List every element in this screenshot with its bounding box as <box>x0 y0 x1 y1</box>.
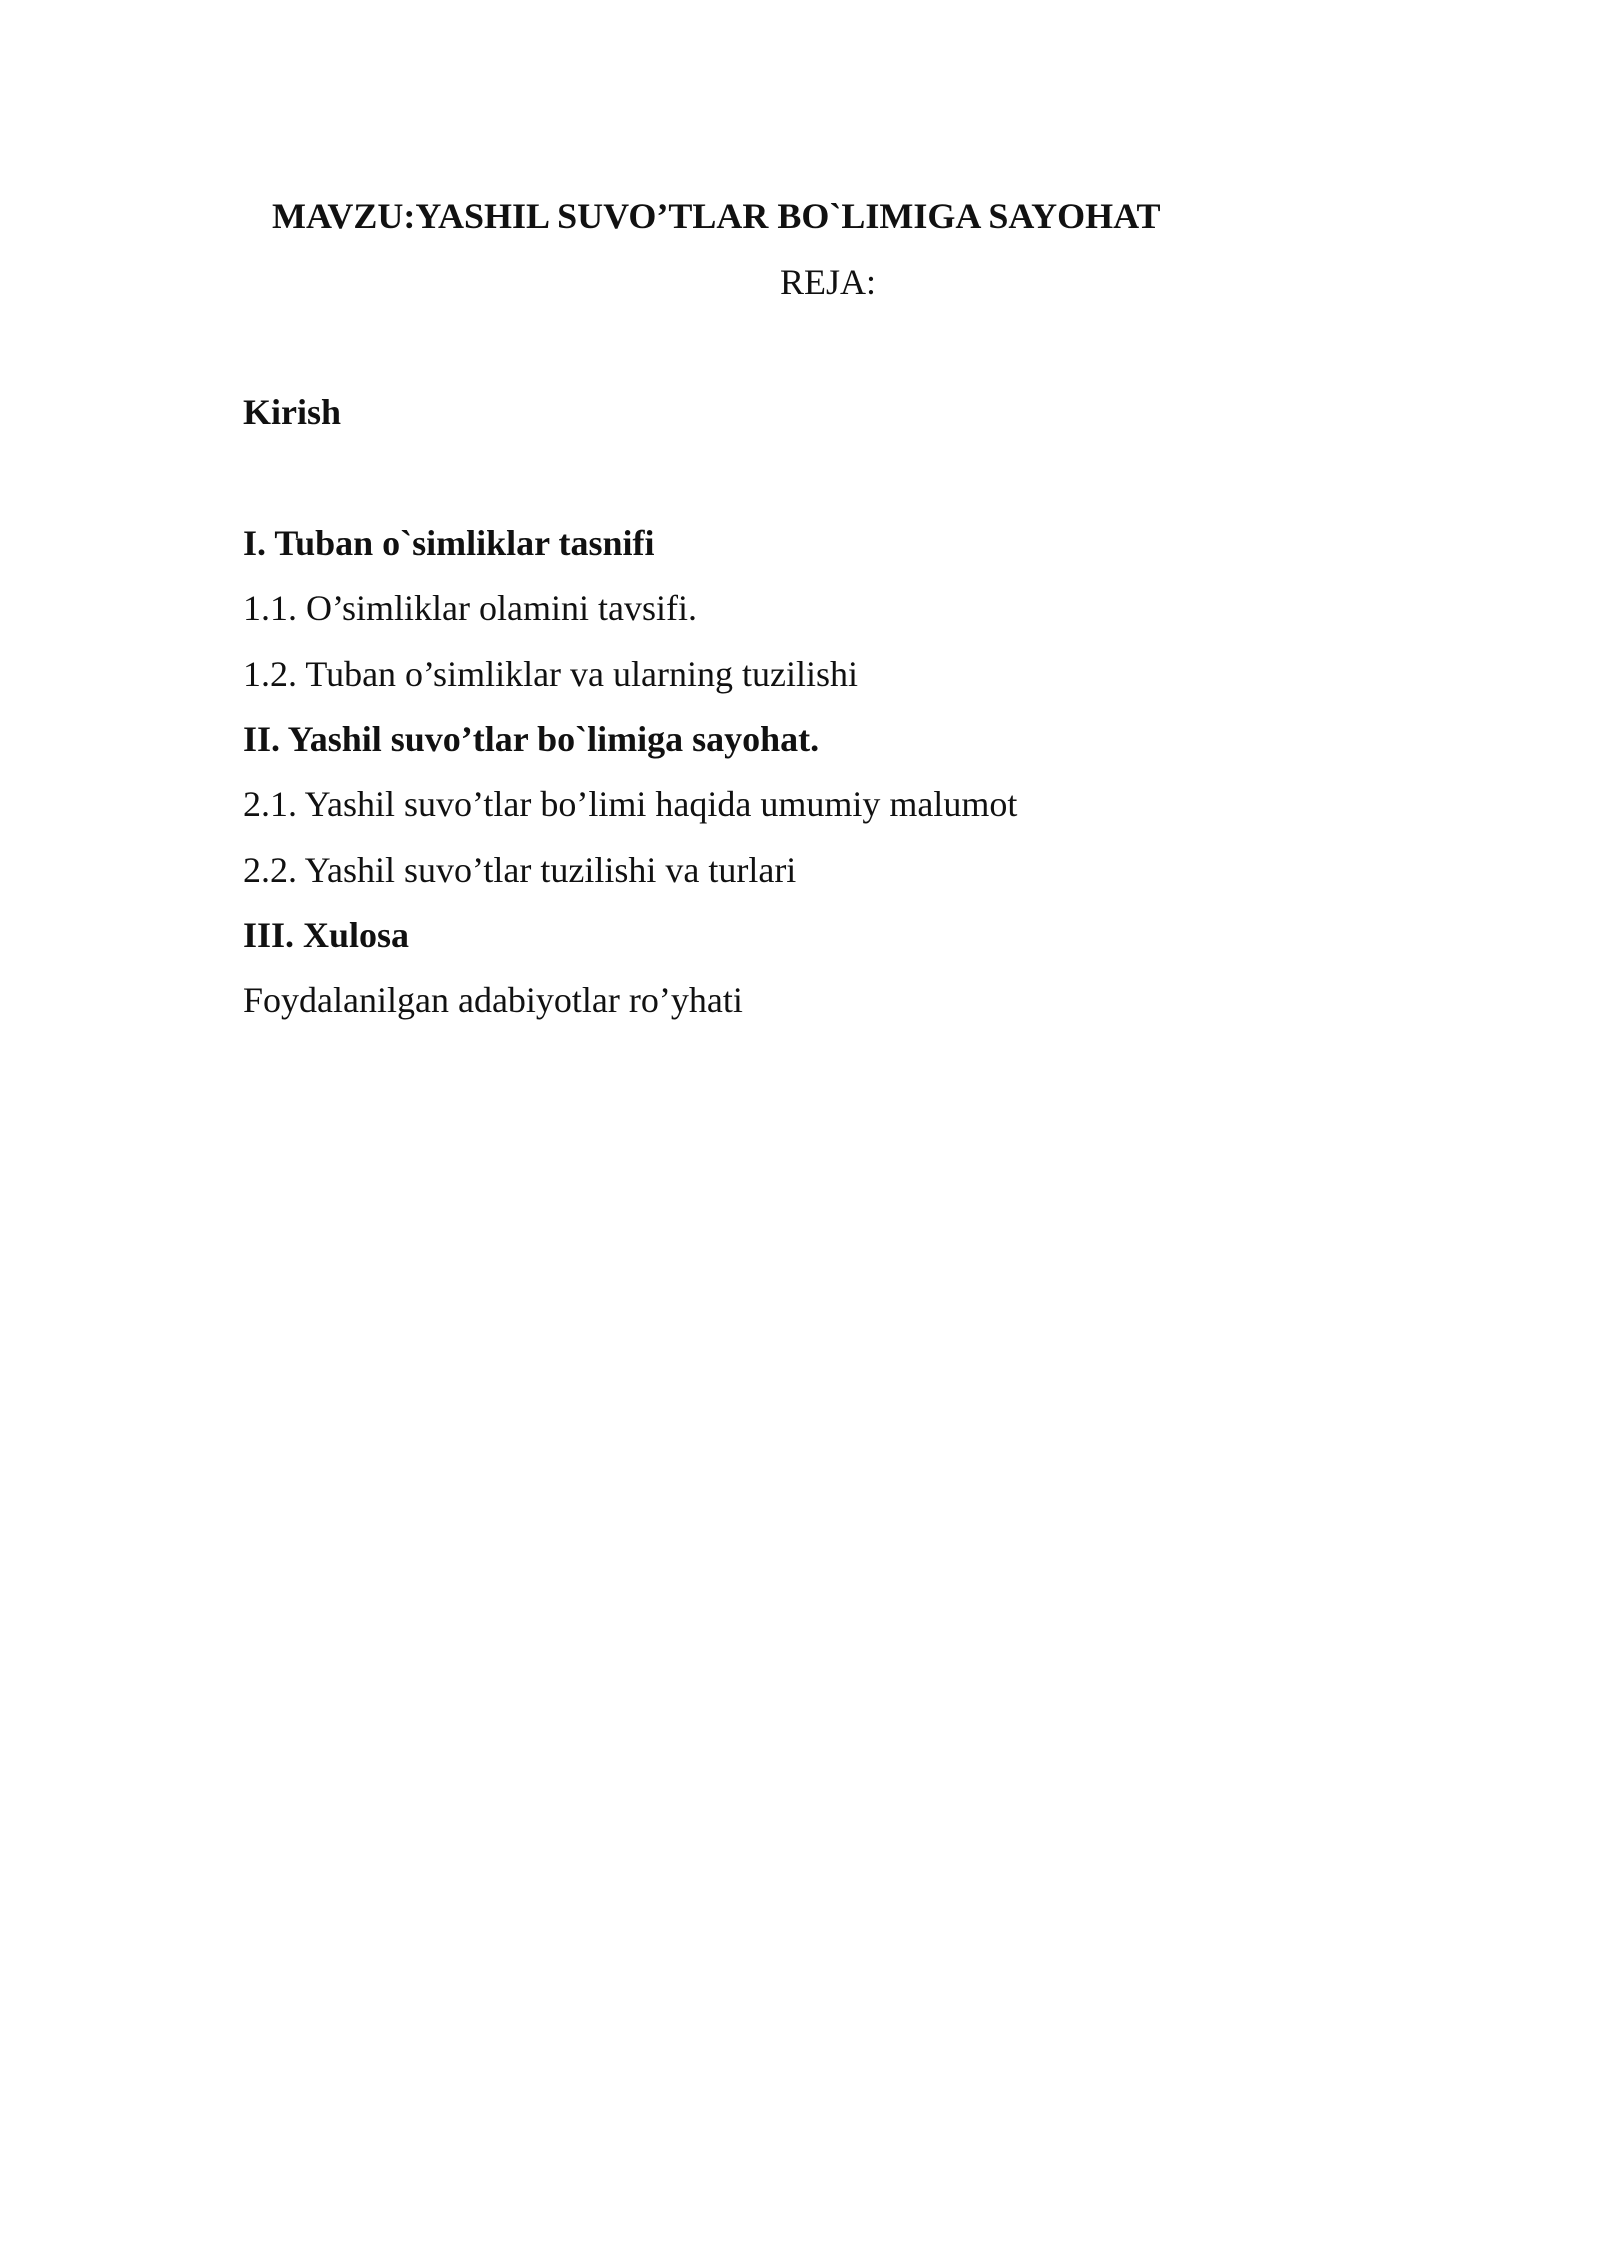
plan-item-2-1: 2.1. Yashil suvo’tlar bo’limi haqida umumiy malumot <box>243 784 1018 824</box>
document-title: MAVZU:YASHIL SUVO’TLAR BO`LIMIGA SAYOHAT <box>272 196 1161 236</box>
plan-item-2-2: 2.2. Yashil suvo’tlar tuzilishi va turlari <box>243 850 797 890</box>
plan-intro: Kirish <box>243 392 342 432</box>
plan-references: Foydalanilgan adabiyotlar ro’yhati <box>243 980 743 1020</box>
plan-section-2: II. Yashil suvo’tlar bo`limiga sayohat. <box>243 719 820 759</box>
plan-item-1-2: 1.2. Tuban o’simliklar va ularning tuzilishi <box>243 654 858 694</box>
plan-item-1-1: 1.1. O’simliklar olamini tavsifi. <box>243 588 697 628</box>
plan-section-3: III. Xulosa <box>243 915 410 955</box>
plan-heading: REJA: <box>780 262 877 302</box>
plan-section-1: I. Tuban o`simliklar tasnifi <box>243 523 655 563</box>
